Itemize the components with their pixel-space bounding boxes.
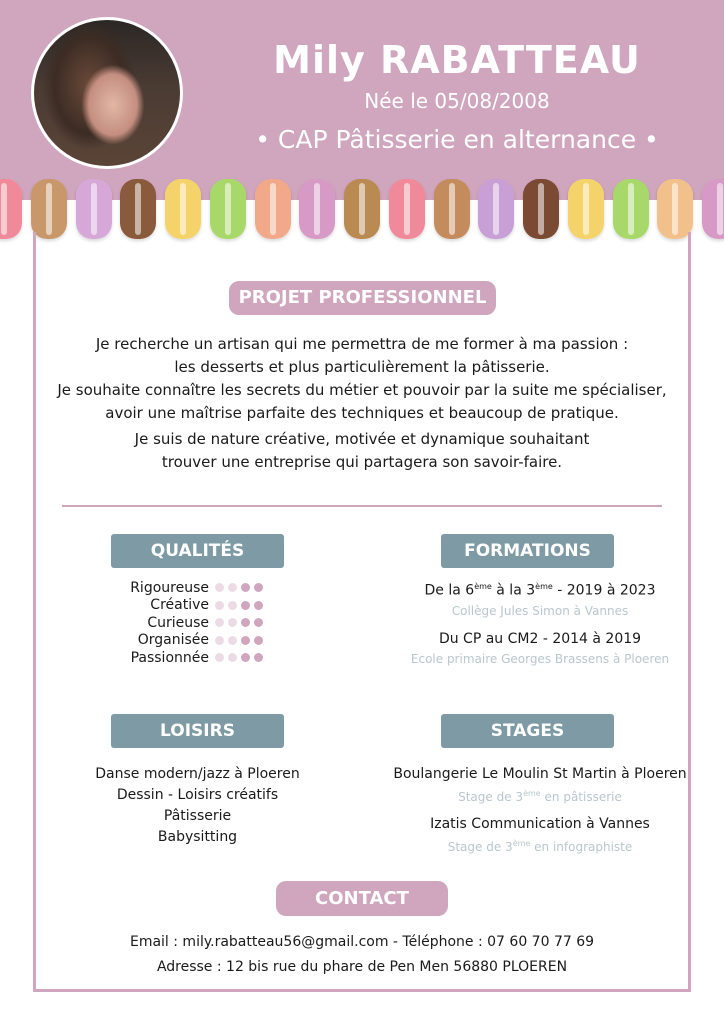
stage-detail: Stage de 3ème en pâtisserie bbox=[458, 789, 622, 804]
macaron-icon bbox=[0, 179, 22, 239]
stages-title: STAGES bbox=[441, 714, 614, 748]
rating-dot bbox=[254, 653, 263, 662]
macaron-icon bbox=[255, 179, 291, 239]
loisir-item: Babysitting bbox=[157, 829, 238, 845]
stage-item: Boulangerie Le Moulin St Martin à Ploeren bbox=[393, 766, 687, 782]
qualite-row bbox=[110, 614, 285, 632]
formation-school: Collège Jules Simon à Vannes bbox=[451, 603, 629, 618]
macaron-icon bbox=[657, 179, 693, 239]
macaron-icon bbox=[613, 179, 649, 239]
qualite-rating bbox=[215, 583, 263, 592]
projet-paragraph-1 bbox=[40, 333, 684, 379]
rating-dot bbox=[215, 653, 224, 662]
qualites-list bbox=[110, 579, 285, 667]
objective-title: • CAP Pâtisserie en alternance • bbox=[255, 125, 659, 154]
macaron-icon bbox=[299, 179, 335, 239]
profile-photo bbox=[31, 17, 183, 169]
qualite-row bbox=[110, 597, 285, 615]
macaron-icon bbox=[344, 179, 380, 239]
macaron-icon bbox=[523, 179, 559, 239]
rating-dot bbox=[241, 618, 250, 627]
loisir-item: Dessin - Loisirs créatifs bbox=[116, 787, 279, 803]
rating-dot bbox=[215, 618, 224, 627]
qualite-rating bbox=[215, 618, 263, 627]
stages-list bbox=[370, 764, 710, 857]
projet-text-line: les desserts et plus particulièrement la pâtisserie. bbox=[174, 358, 550, 376]
qualite-rating bbox=[215, 653, 263, 662]
rating-dot bbox=[241, 636, 250, 645]
rating-dot bbox=[241, 653, 250, 662]
projet-title: PROJET PROFESSIONNEL bbox=[229, 281, 496, 315]
formations-list bbox=[370, 577, 710, 669]
loisirs-list bbox=[60, 764, 335, 848]
projet-paragraph-3 bbox=[40, 428, 684, 474]
rating-dot bbox=[228, 601, 237, 610]
rating-dot bbox=[241, 583, 250, 592]
qualite-label: Passionnée bbox=[130, 649, 209, 666]
projet-text-line: Je suis de nature créative, motivée et dynamique souhaitant bbox=[134, 430, 590, 448]
qualite-label: Curieuse bbox=[147, 614, 209, 631]
macaron-icon bbox=[120, 179, 156, 239]
contact-title: CONTACT bbox=[276, 881, 448, 916]
rating-dot bbox=[241, 601, 250, 610]
projet-text-line: Je recherche un artisan qui me permettra de me former à ma passion : bbox=[95, 335, 629, 353]
rating-dot bbox=[228, 618, 237, 627]
rating-dot bbox=[215, 601, 224, 610]
qualite-label: Organisée bbox=[137, 632, 209, 649]
projet-paragraph-2 bbox=[40, 379, 684, 425]
rating-dot bbox=[228, 583, 237, 592]
qualite-label: Rigoureuse bbox=[130, 579, 209, 596]
qualite-row bbox=[110, 632, 285, 650]
formation-school: Ecole primaire Georges Brassens à Ploeren bbox=[410, 651, 670, 666]
macaron-icon bbox=[434, 179, 470, 239]
projet-text-line: avoir une maîtrise parfaite des techniques et beaucoup de pratique. bbox=[105, 404, 619, 422]
rating-dot bbox=[254, 601, 263, 610]
rating-dot bbox=[228, 636, 237, 645]
contact-email-phone: Email : mily.rabatteau56@gmail.com - Téléphone : 07 60 70 77 69 bbox=[129, 934, 595, 950]
rating-dot bbox=[215, 636, 224, 645]
rating-dot bbox=[215, 583, 224, 592]
stage-detail: Stage de 3ème en infographiste bbox=[447, 839, 633, 854]
formations-title: FORMATIONS bbox=[441, 534, 614, 568]
candidate-name: Mily RABATTEAU bbox=[273, 38, 641, 82]
macaron-icon bbox=[76, 179, 112, 239]
qualites-title: QUALITÉS bbox=[111, 534, 284, 568]
loisir-item: Pâtisserie bbox=[163, 808, 232, 824]
qualite-row bbox=[110, 649, 285, 667]
projet-text-line: trouver une entreprise qui partagera son savoir-faire. bbox=[161, 453, 563, 471]
qualite-label: Créative bbox=[150, 597, 209, 614]
projet-text-line: Je souhaite connaître les secrets du métier et pouvoir par la suite me spécialiser, bbox=[57, 381, 667, 399]
rating-dot bbox=[254, 583, 263, 592]
macaron-icon bbox=[210, 179, 246, 239]
formation-item: De la 6ème à la 3ème - 2019 à 2023 bbox=[424, 582, 656, 599]
formation-item: Du CP au CM2 - 2014 à 2019 bbox=[438, 630, 642, 647]
macaron-icon bbox=[702, 179, 724, 239]
macaron-icon bbox=[165, 179, 201, 239]
qualite-rating bbox=[215, 601, 263, 610]
macaron-icon bbox=[568, 179, 604, 239]
macaron-icon bbox=[478, 179, 514, 239]
loisir-item: Danse modern/jazz à Ploeren bbox=[95, 766, 300, 782]
birth-date: Née le 05/08/2008 bbox=[364, 89, 550, 113]
stage-item: Izatis Communication à Vannes bbox=[430, 816, 650, 832]
contact-address: Adresse : 12 bis rue du phare de Pen Men 56880 PLOEREN bbox=[156, 959, 568, 975]
rating-dot bbox=[254, 636, 263, 645]
rating-dot bbox=[254, 618, 263, 627]
macaron-icon bbox=[389, 179, 425, 239]
macaron-icon bbox=[31, 179, 67, 239]
loisirs-title: LOISIRS bbox=[111, 714, 284, 748]
qualite-row bbox=[110, 579, 285, 597]
qualite-rating bbox=[215, 636, 263, 645]
section-divider bbox=[62, 505, 662, 507]
rating-dot bbox=[228, 653, 237, 662]
